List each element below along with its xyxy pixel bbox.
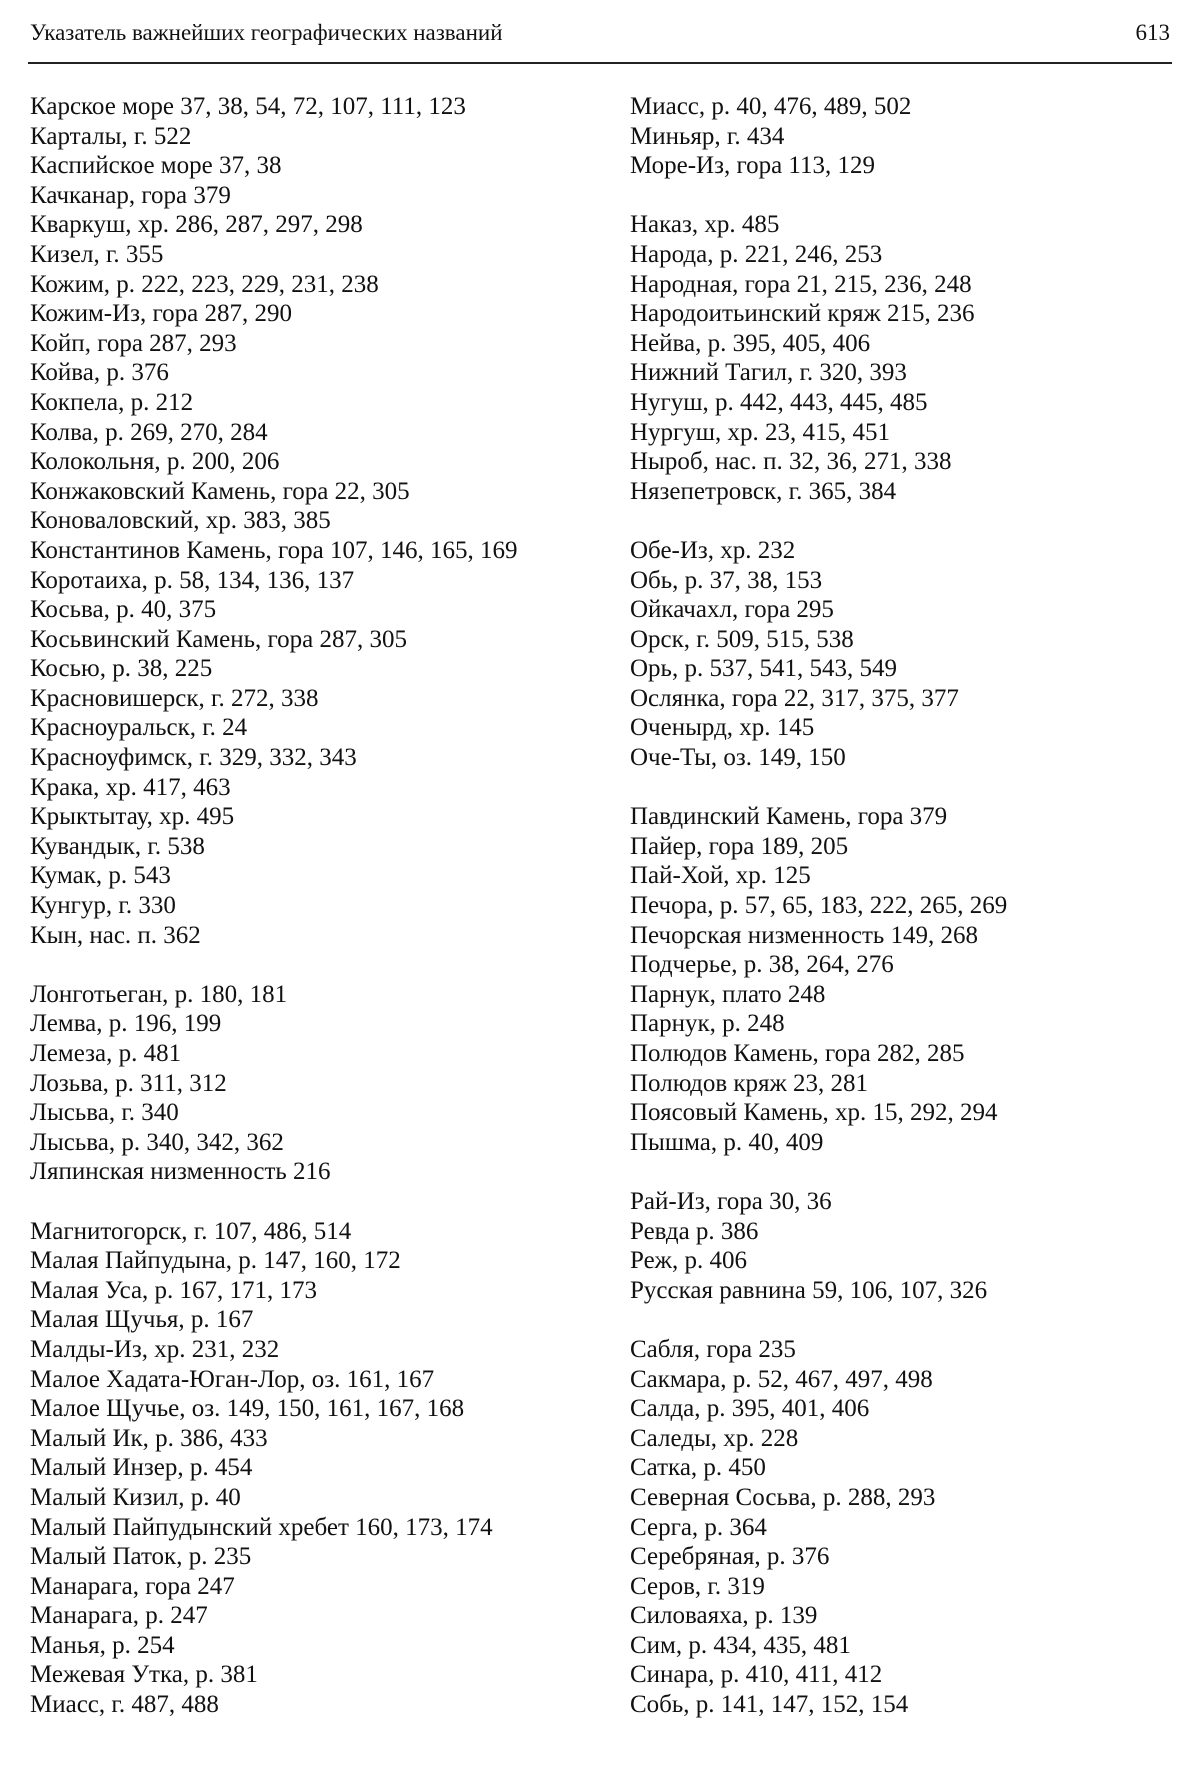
index-entry: Ойкачахл, гора 295 [630,596,834,624]
index-entry: Карталы, г. 522 [30,122,192,150]
index-entry: Северная Сосьва, р. 288, 293 [630,1483,936,1511]
index-entry: Лысьва, г. 340 [30,1099,179,1127]
index-entry: Обь, р. 37, 38, 153 [630,566,823,594]
index-entry: Нейва, р. 395, 405, 406 [630,329,871,357]
index-entry: Кваркуш, хр. 286, 287, 297, 298 [30,211,363,239]
index-entry: Лемва, р. 196, 199 [30,1010,222,1038]
index-entry: Лемеза, р. 481 [30,1040,182,1067]
index-entry: Орск, г. 509, 515, 538 [630,625,854,653]
letter-group-gap [630,181,1175,211]
index-entry: Нургуш, хр. 23, 415, 451 [630,418,891,446]
index-entry: Малый Пайпудынский хребет 160, 173, 174 [30,1513,493,1541]
index-entry: Пай-Хой, хр. 125 [630,862,811,890]
index-entry: Парнук, плато 248 [630,980,826,1008]
index-entry: Межевая Утка, р. 381 [30,1661,258,1689]
index-entry: Манарага, р. 247 [30,1602,208,1630]
index-entry: Лонготьеган, р. 180, 181 [30,980,288,1008]
index-entry: Нугуш, р. 442, 443, 445, 485 [630,388,928,416]
index-entry: Малый Инзер, р. 454 [30,1454,253,1482]
index-entry: Полюдов Камень, гора 282, 285 [630,1040,965,1067]
index-entry: Кожим, р. 222, 223, 229, 231, 238 [30,270,379,298]
index-entry: Конжаковский Камень, гора 22, 305 [30,477,410,505]
index-entry: Качканар, гора 379 [30,181,231,209]
letter-group-gap [630,1157,1175,1187]
index-entry: Ослянка, гора 22, 317, 375, 377 [630,684,959,712]
letter-group-gap [630,1305,1175,1335]
index-entry: Серга, р. 364 [630,1513,767,1541]
index-column-right [630,92,1175,1720]
index-column-left [30,92,600,1720]
index-entry: Лозьва, р. 311, 312 [30,1069,227,1097]
index-entry: Косью, р. 38, 225 [30,655,213,683]
index-entry: Полюдов кряж 23, 281 [630,1069,869,1097]
index-entry: Рай-Из, гора 30, 36 [630,1187,832,1215]
index-entry: Саледы, хр. 228 [630,1424,799,1452]
index-entry: Магнитогорск, г. 107, 486, 514 [30,1217,352,1245]
index-entry: Малая Пайпудына, р. 147, 160, 172 [30,1247,401,1275]
header-rule [28,62,1172,64]
index-entry: Колва, р. 269, 270, 284 [30,418,268,446]
letter-group-gap [630,773,1175,803]
index-entry: Серебряная, р. 376 [630,1543,830,1571]
index-entry: Поясовый Камень, хр. 15, 292, 294 [630,1099,998,1127]
index-entry: Миньяр, г. 434 [630,122,785,150]
index-entry: Собь, р. 141, 147, 152, 154 [630,1691,909,1719]
index-entry: Салда, р. 395, 401, 406 [630,1395,870,1423]
index-entry: Нижний Тагил, г. 320, 393 [630,359,907,387]
index-entry: Каспийское море 37, 38 [30,152,282,180]
index-entry: Народная, гора 21, 215, 236, 248 [630,270,972,298]
index-entry: Ревда р. 386 [630,1217,759,1245]
index-entry: Красноуфимск, г. 329, 332, 343 [30,744,357,772]
index-entry: Кожим-Из, гора 287, 290 [30,300,293,328]
page-header [30,20,1170,46]
index-entry: Наказ, хр. 485 [630,211,780,239]
index-entry: Народоитьинский кряж 215, 236 [630,300,975,328]
index-entry: Парнук, р. 248 [630,1010,785,1038]
index-entry: Сим, р. 434, 435, 481 [630,1631,851,1659]
index-entry: Пышма, р. 40, 409 [630,1128,824,1156]
index-entry: Орь, р. 537, 541, 543, 549 [630,655,897,683]
index-entry: Колокольня, р. 200, 206 [30,448,280,476]
index-entry: Ныроб, нас. п. 32, 36, 271, 338 [630,448,952,476]
index-entry: Оченырд, хр. 145 [630,714,815,742]
index-entry: Малое Хадата-Юган-Лор, оз. 161, 167 [30,1365,435,1393]
index-entry: Сакмара, р. 52, 467, 497, 498 [630,1365,933,1393]
index-entry: Кизел, г. 355 [30,240,164,268]
index-entry: Нязепетровск, г. 365, 384 [630,477,897,505]
index-entry: Ляпинская низменность 216 [30,1158,331,1186]
index-entry: Крыктытау, хр. 495 [30,803,235,831]
index-entry: Манарага, гора 247 [30,1572,235,1600]
index-entry: Кокпела, р. 212 [30,388,194,416]
letter-group-gap [30,1187,600,1217]
index-entry: Коротаиха, р. 58, 134, 136, 137 [30,566,355,594]
index-entry: Койп, гора 287, 293 [30,329,237,357]
index-entry: Миасс, р. 40, 476, 489, 502 [630,93,912,120]
index-entry: Малый Ик, р. 386, 433 [30,1424,268,1452]
index-entry: Малый Паток, р. 235 [30,1543,252,1571]
index-entry: Русская равнина 59, 106, 107, 326 [630,1276,988,1304]
index-entry: Малый Кизил, р. 40 [30,1483,241,1511]
index-entry: Печора, р. 57, 65, 183, 222, 265, 269 [630,892,1008,920]
index-entry: Малая Уса, р. 167, 171, 173 [30,1276,318,1304]
letter-group-gap [630,506,1175,536]
index-entry: Обе-Из, хр. 232 [630,536,796,564]
index-entry: Кумак, р. 543 [30,862,171,890]
page-number: 613 [1135,20,1170,45]
index-entry: Пайер, гора 189, 205 [630,832,849,860]
index-entry: Сатка, р. 450 [630,1454,766,1482]
running-title: Указатель важнейших географических названий [30,20,503,45]
index-entry: Лысьва, р. 340, 342, 362 [30,1128,284,1156]
index-entry: Коноваловский, хр. 383, 385 [30,507,331,535]
index-entry: Кунгур, г. 330 [30,892,176,920]
index-entry: Миасс, г. 487, 488 [30,1691,219,1719]
index-entry: Серов, г. 319 [630,1572,765,1600]
index-entry: Море-Из, гора 113, 129 [630,152,876,180]
index-entry: Павдинский Камень, гора 379 [630,803,948,831]
index-entry: Сабля, гора 235 [630,1335,796,1363]
index-entry: Силоваяха, р. 139 [630,1602,818,1630]
index-entry: Манья, р. 254 [30,1631,175,1659]
index-entry: Красноуральск, г. 24 [30,714,248,742]
index-entry: Малды-Из, хр. 231, 232 [30,1335,280,1363]
index-entry: Подчерье, р. 38, 264, 276 [630,951,894,979]
index-entry: Оче-Ты, оз. 149, 150 [630,744,846,772]
index-entry: Синара, р. 410, 411, 412 [630,1661,883,1689]
index-entry: Реж, р. 406 [630,1247,747,1275]
index-entry: Красновишерск, г. 272, 338 [30,684,319,712]
index-entry: Кын, нас. п. 362 [30,921,201,949]
index-entry: Крака, хр. 417, 463 [30,773,231,801]
index-entry: Койва, р. 376 [30,359,169,387]
index-entry: Печорская низменность 149, 268 [630,921,979,949]
index-entry: Малое Щучье, оз. 149, 150, 161, 167, 168 [30,1395,465,1423]
index-entry: Косьва, р. 40, 375 [30,596,217,624]
letter-group-gap [30,950,600,980]
index-entry: Кувандык, г. 538 [30,832,205,860]
index-entry: Константинов Камень, гора 107, 146, 165, 169 [30,536,518,564]
index-entry: Малая Щучья, р. 167 [30,1306,254,1334]
index-entry: Карское море 37, 38, 54, 72, 107, 111, 123 [30,93,466,120]
index-entry: Косьвинский Камень, гора 287, 305 [30,625,407,653]
index-entry: Народа, р. 221, 246, 253 [630,240,883,268]
